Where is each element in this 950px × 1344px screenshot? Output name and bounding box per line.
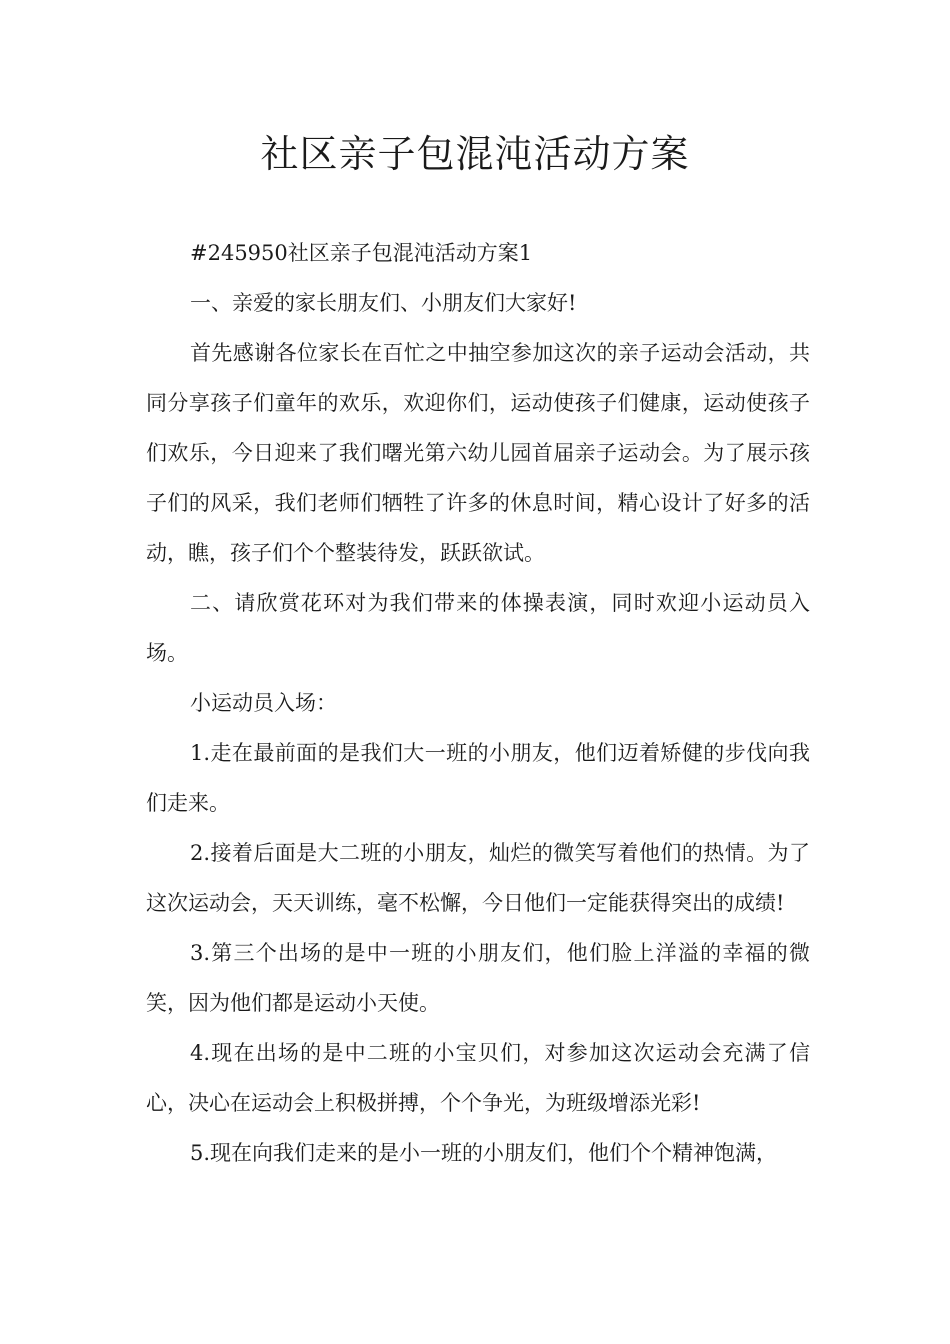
paragraph-heading-id: #245950社区亲子包混沌活动方案1 bbox=[190, 241, 533, 265]
paragraph-item-3: 3.第三个出场的是中一班的小朋友们，他们脸上洋溢的幸福的微笑，因为他们都是运动小天使。 bbox=[146, 941, 810, 1015]
document-title: 社区亲子包混沌活动方案 bbox=[260, 132, 690, 176]
document-body bbox=[146, 228, 810, 1178]
paragraph-entrance-heading: 小运动员入场： bbox=[190, 691, 337, 715]
paragraph-thanks: 首先感谢各位家长在百忙之中抽空参加这次的亲子运动会活动，共同分享孩子们童年的欢乐，欢迎你们，运动使孩子们健康，运动使孩子们欢乐，今日迎来了我们曙光第六幼儿园首届亲子运动会。为了展示孩子们的风采，我们老师们牺牲了许多的休息时间，精心设计了好多的活动，瞧，孩子们个个整装待发，跃跃欲试。 bbox=[146, 341, 810, 565]
paragraph-greeting: 一、亲爱的家长朋友们、小朋友们大家好! bbox=[190, 291, 577, 315]
paragraph-item-2: 2.接着后面是大二班的小朋友，灿烂的微笑写着他们的热情。为了这次运动会，天天训练，毫不松懈，今日他们一定能获得突出的成绩! bbox=[146, 841, 810, 915]
paragraph-item-5: 5.现在向我们走来的是小一班的小朋友们，他们个个精神饱满， bbox=[190, 1141, 778, 1165]
paragraph-item-1: 1.走在最前面的是我们大一班的小朋友，他们迈着矫健的步伐向我们走来。 bbox=[146, 741, 810, 815]
paragraph-item-4: 4.现在出场的是中二班的小宝贝们，对参加这次运动会充满了信心，决心在运动会上积极拼搏，个个争光，为班级增添光彩! bbox=[146, 1041, 810, 1115]
paragraph-performance: 二、请欣赏花环对为我们带来的体操表演，同时欢迎小运动员入场。 bbox=[146, 591, 810, 665]
